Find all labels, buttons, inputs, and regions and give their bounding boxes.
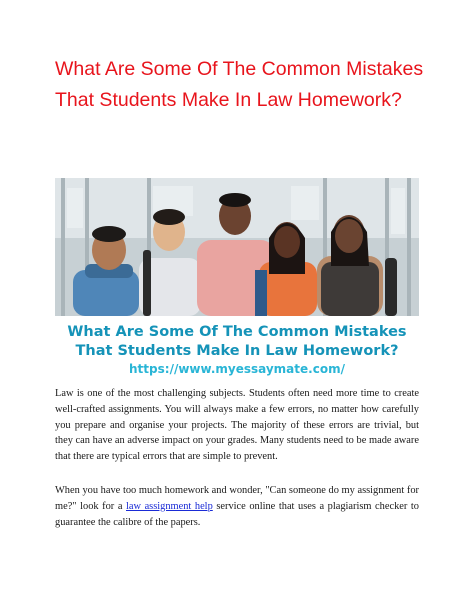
paragraph-help-after: service online that uses a plagiarism checker to guarantee the calibre of the papers. xyxy=(55,500,419,528)
paragraph-help-before: When you have too much homework and wonder, "Can someone do my assignment for me?" look for a xyxy=(55,485,419,512)
image-banner xyxy=(55,316,419,378)
students-group-photo xyxy=(55,178,419,316)
banner-headline: What Are Some Of The Common Mistakes That Students Make In Law Homework? xyxy=(67,324,407,359)
page-title: What Are Some Of The Common Mistakes That Students Make In Law Homework? xyxy=(55,58,424,111)
paragraph-help xyxy=(55,483,419,530)
banner-url: https://www.myessaymate.com/ xyxy=(129,362,345,376)
law-assignment-help-link[interactable]: law assignment help xyxy=(126,500,213,512)
paragraph-intro: Law is one of the most challenging subjects. Students often need more time to create well-crafted assignments. You will always make a few errors, no matter how carefully you prepare and organise your projects. The majority of these errors are trivial, but they can have an adverse impact on your grades. Many students need to be made aware that there are typical errors that are simple to prevent. xyxy=(55,388,419,463)
